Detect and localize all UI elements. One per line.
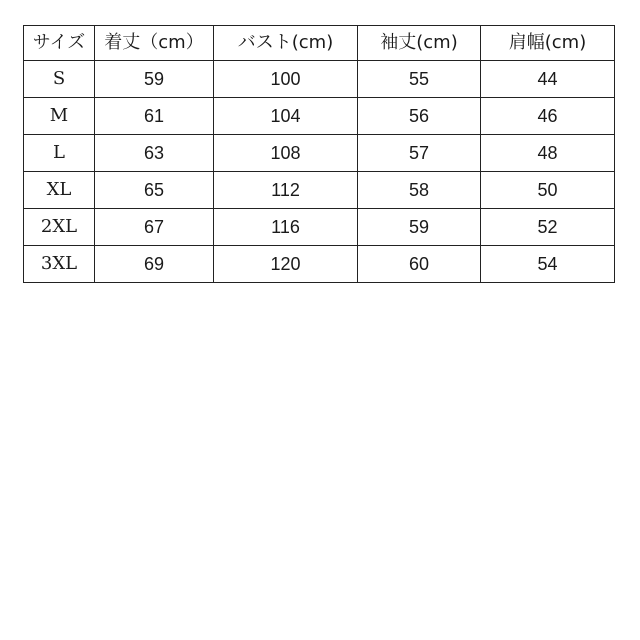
shoulder-cell: 54 bbox=[481, 246, 615, 283]
size-cell: M bbox=[24, 98, 95, 135]
size-cell: XL bbox=[24, 172, 95, 209]
table-row bbox=[24, 61, 615, 98]
length-cell: 65 bbox=[95, 172, 214, 209]
bust-cell: 108 bbox=[214, 135, 358, 172]
bust-cell: 116 bbox=[214, 209, 358, 246]
header-size: サイズ bbox=[24, 26, 95, 61]
table-row bbox=[24, 98, 615, 135]
shoulder-cell: 46 bbox=[481, 98, 615, 135]
header-shoulder: 肩幅(cm) bbox=[481, 26, 615, 61]
size-cell: 3XL bbox=[24, 246, 95, 283]
sleeve-cell: 55 bbox=[358, 61, 481, 98]
header-row bbox=[24, 26, 615, 61]
sleeve-cell: 59 bbox=[358, 209, 481, 246]
length-cell: 59 bbox=[95, 61, 214, 98]
shoulder-cell: 44 bbox=[481, 61, 615, 98]
sleeve-cell: 60 bbox=[358, 246, 481, 283]
shoulder-cell: 52 bbox=[481, 209, 615, 246]
header-bust: バスト(cm) bbox=[214, 26, 358, 61]
size-cell: S bbox=[24, 61, 95, 98]
shoulder-cell: 50 bbox=[481, 172, 615, 209]
bust-cell: 100 bbox=[214, 61, 358, 98]
bust-cell: 112 bbox=[214, 172, 358, 209]
header-length: 着丈（cm） bbox=[95, 26, 214, 61]
bust-cell: 104 bbox=[214, 98, 358, 135]
sleeve-cell: 58 bbox=[358, 172, 481, 209]
size-cell: L bbox=[24, 135, 95, 172]
header-sleeve: 袖丈(cm) bbox=[358, 26, 481, 61]
sleeve-cell: 56 bbox=[358, 98, 481, 135]
sleeve-cell: 57 bbox=[358, 135, 481, 172]
length-cell: 67 bbox=[95, 209, 214, 246]
length-cell: 63 bbox=[95, 135, 214, 172]
shoulder-cell: 48 bbox=[481, 135, 615, 172]
table-row bbox=[24, 209, 615, 246]
table-row bbox=[24, 172, 615, 209]
length-cell: 61 bbox=[95, 98, 214, 135]
table-row bbox=[24, 246, 615, 283]
table-row bbox=[24, 135, 615, 172]
bust-cell: 120 bbox=[214, 246, 358, 283]
length-cell: 69 bbox=[95, 246, 214, 283]
size-chart-table bbox=[23, 25, 615, 283]
size-cell: 2XL bbox=[24, 209, 95, 246]
